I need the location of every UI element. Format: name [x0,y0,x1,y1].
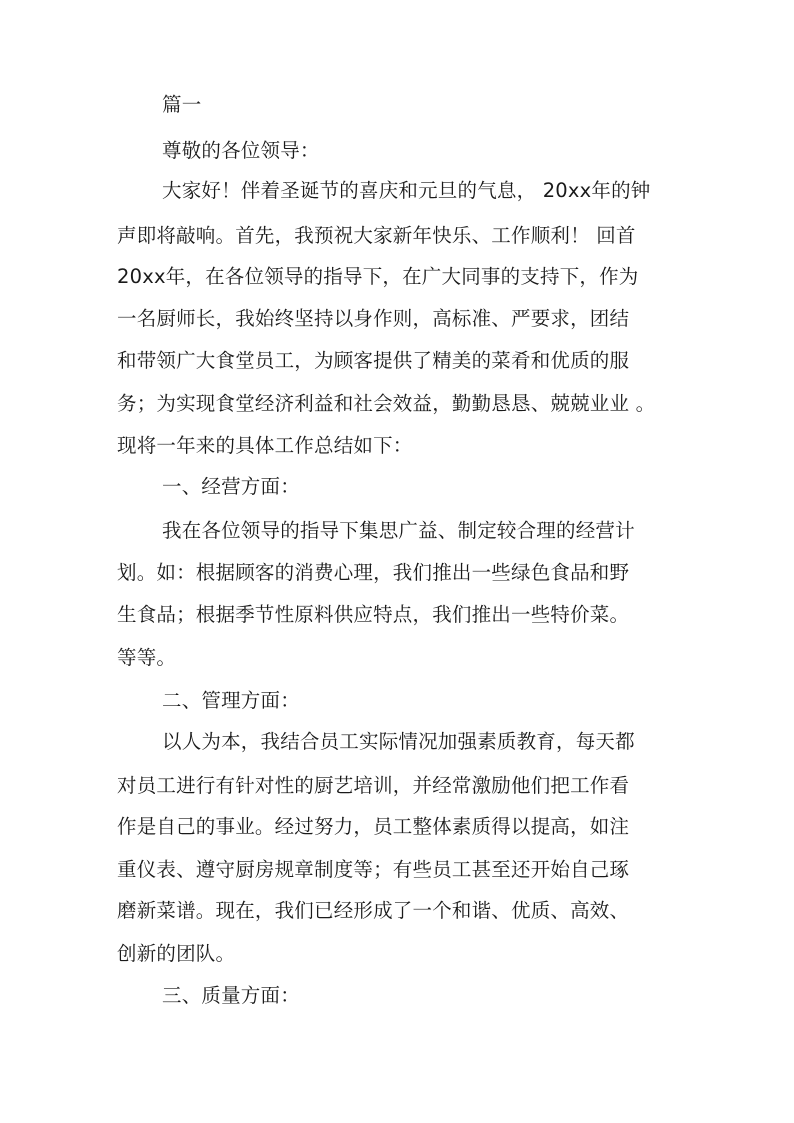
paragraph-line: 大家好！伴着圣诞节的喜庆和元旦的气息， 20xx年的钟 [162,179,651,202]
section-heading-quality: 三、质量方面： [162,984,300,1007]
salutation: 尊敬的各位领导： [162,139,320,162]
section-heading: 篇一 [162,93,202,116]
section-heading-operations: 一、经营方面： [162,475,300,498]
paragraph-line: 作是自己的事业。经过努力，员工整体素质得以提高，如注 [117,815,630,838]
paragraph-line: 20xx年，在各位领导的指导下，在广大同事的支持下，作为 [117,265,639,288]
paragraph-line: 生食品；根据季节性原料供应特点，我们推出一些特价菜。 [117,603,630,626]
paragraph-line: 我在各位领导的指导下集思广益、制定较合理的经营计 [162,519,635,542]
paragraph-line: 重仪表、遵守厨房规章制度等；有些员工甚至还开始自己琢 [117,858,630,881]
paragraph-line: 以人为本，我结合员工实际情况加强素质教育，每天都 [162,730,635,753]
paragraph-line: 声即将敲响。首先，我预祝大家新年快乐、工作顺利！ 回首 [117,224,636,247]
paragraph-line: 等等。 [117,646,177,669]
paragraph-line: 创新的团队。 [117,942,236,965]
paragraph-line: 和带领广大食堂员工，为顾客提供了精美的菜肴和优质的服 [117,349,630,372]
paragraph-line: 对员工进行有针对性的厨艺培训，并经常激励他们把工作看 [117,774,630,797]
paragraph-line: 现将一年来的具体工作总结如下： [117,434,413,457]
section-heading-management: 二、管理方面： [162,689,300,712]
paragraph-line: 务；为实现食堂经济利益和社会效益，勤勤恳恳、兢兢业业 。 [117,392,656,415]
paragraph-line: 磨新菜谱。现在，我们已经形成了一个和谐、优质、高效、 [117,899,630,922]
paragraph-line: 划。如：根据顾客的消费心理，我们推出一些绿色食品和野 [117,561,630,584]
paragraph-line: 一名厨师长，我始终坚持以身作则，高标准、严要求，团结 [117,307,630,330]
